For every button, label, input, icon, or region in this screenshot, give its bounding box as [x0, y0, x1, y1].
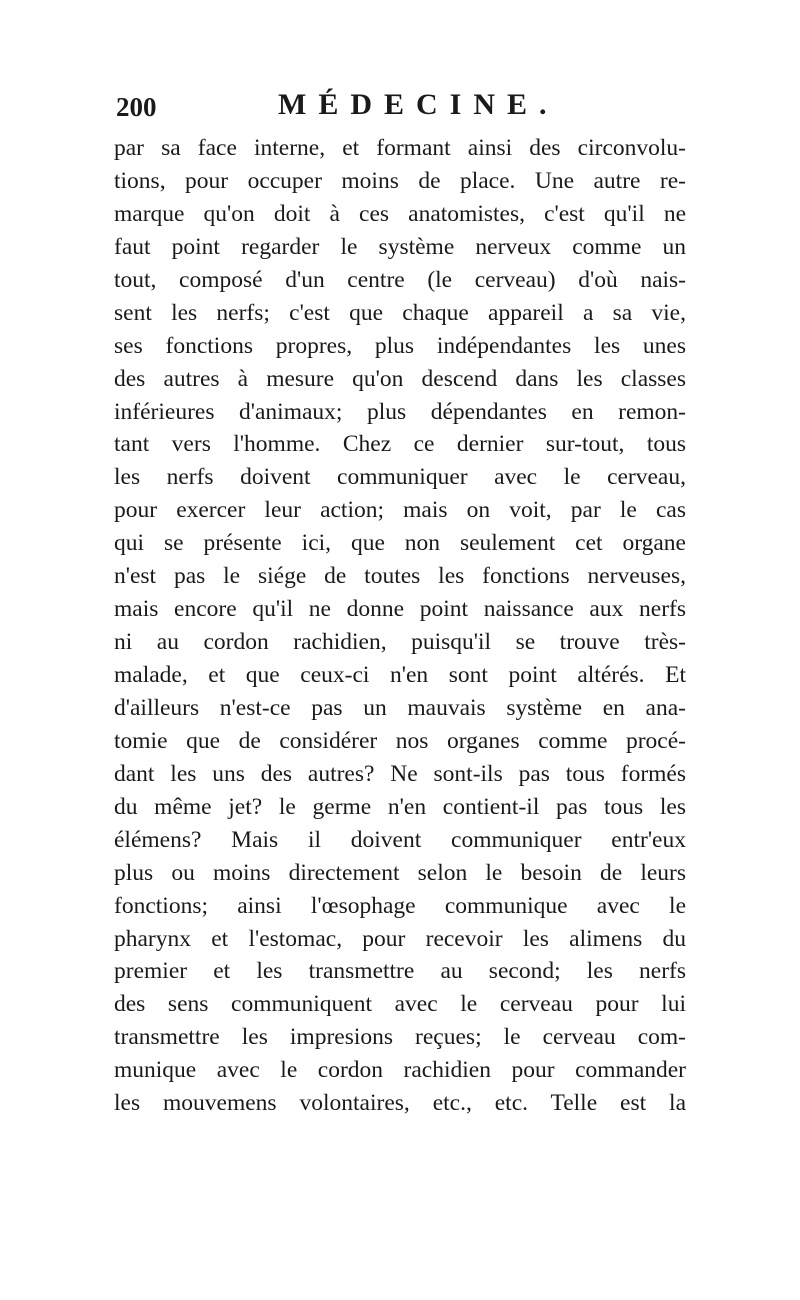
- text-line: tions, pour occuper moins de place. Une autre re-: [114, 167, 686, 194]
- text-line: inférieures d'animaux; plus dépendantes en remon-: [114, 398, 686, 425]
- text-line: ni au cordon rachidien, puisqu'il se trouve très-: [114, 629, 686, 656]
- text-line: marque qu'on doit à ces anatomistes, c'est qu'il ne: [114, 200, 686, 227]
- text-line: premier et les transmettre au second; les nerfs: [114, 958, 686, 985]
- text-line: malade, et que ceux-ci n'en sont point altérés. Et: [114, 662, 686, 688]
- page-number: 200: [116, 92, 157, 122]
- text-line: ses fonctions propres, plus indépendantes les unes: [114, 332, 686, 359]
- text-line: fonctions; ainsi l'œsophage communique avec le: [114, 892, 686, 919]
- text-line: n'est pas le siége de toutes les fonctions nerveuses,: [114, 563, 686, 590]
- text-line: mais encore qu'il ne donne point naissance aux nerfs: [114, 596, 686, 623]
- page-header: [116, 88, 696, 128]
- text-line: qui se présente ici, que non seulement cet organe: [114, 530, 686, 557]
- text-line: dant les uns des autres? Ne sont-ils pas tous formés: [114, 760, 686, 787]
- text-line: les mouvemens volontaires, etc., etc. Telle est la: [114, 1090, 686, 1117]
- text-line: les nerfs doivent communiquer avec le cerveau,: [114, 464, 686, 491]
- text-line: transmettre les impresions reçues; le cerveau com-: [114, 1024, 686, 1051]
- text-line: pour exercer leur action; mais on voit, par le cas: [114, 497, 686, 524]
- body-text: [114, 132, 686, 1120]
- text-line: par sa face interne, et formant ainsi des circonvolu-: [114, 135, 686, 161]
- text-line: d'ailleurs n'est-ce pas un mauvais système en ana-: [114, 694, 686, 721]
- text-line: élémens? Mais il doivent communiquer entr'eux: [114, 826, 686, 853]
- text-line: pharynx et l'estomac, pour recevoir les alimens du: [114, 925, 686, 952]
- text-line: plus ou moins directement selon le besoin de leurs: [114, 859, 686, 886]
- text-line: tout, composé d'un centre (le cerveau) d'où nais-: [114, 266, 686, 293]
- text-line: tomie que de considérer nos organes comme procé-: [114, 727, 686, 754]
- text-line: tant vers l'homme. Chez ce dernier sur-tout, tous: [114, 431, 686, 458]
- text-line: faut point regarder le système nerveux comme un: [114, 233, 686, 260]
- text-line: des autres à mesure qu'on descend dans les classes: [114, 365, 686, 392]
- running-title: MÉDECINE.: [278, 88, 559, 121]
- text-line: du même jet? le germe n'en contient-il pas tous les: [114, 793, 686, 820]
- text-line: munique avec le cordon rachidien pour commander: [114, 1057, 686, 1084]
- text-line: sent les nerfs; c'est que chaque appareil a sa vie,: [114, 299, 686, 326]
- text-line: des sens communiquent avec le cerveau pour lui: [114, 991, 686, 1018]
